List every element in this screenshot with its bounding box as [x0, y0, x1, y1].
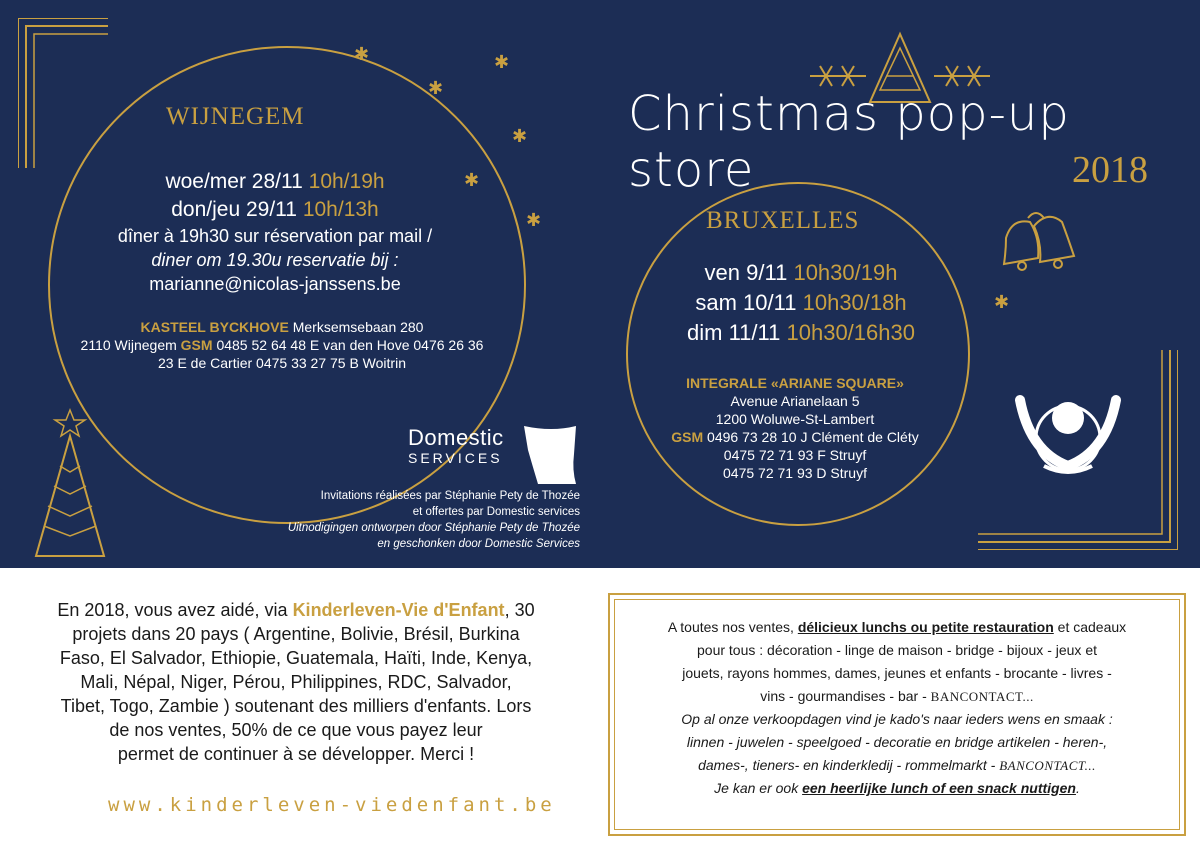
credit-line: Invitations réalisées par Stéphanie Pety de Thozée: [320, 490, 580, 502]
domestic-services-logo: [408, 426, 504, 466]
gsm-label: GSM: [180, 337, 213, 353]
text: A toutes nos ventes,: [667, 619, 798, 635]
dinner-nl: diner om 19.30u reservatie bij :: [151, 250, 399, 270]
text: En 2018, vous avez aidé, via: [57, 600, 293, 620]
street: Avenue Arianelaan 5: [730, 393, 860, 409]
email-link[interactable]: marianne@nicolas-janssens.be: [149, 274, 401, 294]
date-line: woe/mer 28/11: [165, 170, 303, 193]
text: et cadeaux: [1053, 619, 1127, 635]
website-link[interactable]: www.kinderleven-viedenfant.be: [108, 794, 556, 816]
text: vins - gourmandises - bar -: [760, 688, 931, 704]
title-christmas-pop-up-store: Christmas pop-up store: [628, 86, 1070, 198]
sales-info-box: [608, 593, 1186, 836]
text: , 30: [504, 600, 535, 620]
time-range: 10h30/16h30: [786, 320, 915, 345]
org-name: Kinderleven-Vie d'Enfant: [292, 600, 505, 620]
wijnegem-address: [72, 318, 492, 372]
logo-services: SERVICES: [408, 450, 503, 466]
credit-line: et offertes par Domestic services: [412, 506, 580, 518]
date-line: ven 9/11: [704, 260, 788, 285]
bancontact-label: BANCONTACT...: [930, 689, 1034, 704]
star-icon: ✱: [526, 210, 542, 230]
venue-name: KASTEEL BYCKHOVE: [140, 319, 289, 335]
time-range: 10h30/19h: [793, 260, 898, 285]
phone: 0496 73 28 10 J Clément de Cléty: [707, 429, 919, 445]
gsm-label: GSM: [671, 429, 704, 445]
date-line: sam 10/11: [695, 290, 797, 315]
about-paragraph: [0, 598, 592, 766]
bruxelles-schedule: [636, 258, 966, 348]
domestic-flag-icon: [518, 424, 580, 486]
date-line: dim 11/11: [687, 320, 781, 345]
postcode: 2110 Wijnegem: [80, 337, 177, 353]
time-range: 10h30/18h: [802, 290, 907, 315]
street: Merksemsebaan 280: [292, 319, 424, 335]
phone: 0475 72 71 93 F Struyf: [723, 447, 867, 463]
text-line: jouets, rayons hommes, dames, jeunes et enfants - brocante - livres -: [682, 665, 1112, 681]
text-line: Faso, El Salvador, Ethiopie, Guatemala, Haïti, Inde, Kenya,: [59, 648, 533, 668]
star-icon: ✱: [494, 52, 510, 72]
logo-name: Domestic: [408, 425, 504, 450]
wijnegem-schedule: [60, 168, 490, 296]
text: .: [1075, 780, 1080, 796]
date-line: don/jeu 29/11: [171, 198, 297, 221]
time-range: 10h/19h: [308, 170, 385, 193]
title-year: 2018: [1072, 149, 1148, 191]
bells-icon: [992, 204, 1080, 288]
text-line: de nos ventes, 50% de ce que vous payez leur: [109, 720, 483, 740]
text-line: permet de continuer à se développer. Merci !: [117, 744, 475, 764]
bruxelles-heading: BRUXELLES: [706, 207, 860, 234]
text-line: projets dans 20 pays ( Argentine, Bolivie, Brésil, Burkina: [72, 624, 520, 644]
text: Je kan er ook: [714, 780, 803, 796]
text-line: Mali, Népal, Niger, Pérou, Philippines, RDC, Salvador,: [80, 672, 512, 692]
text-line: Op al onze verkoopdagen vind je kado's naar ieders wens en smaak :: [681, 711, 1113, 727]
postcode: 1200 Woluwe-St-Lambert: [715, 411, 875, 427]
star-icon: ✱: [464, 170, 480, 190]
text-line: pour tous : décoration - linge de maison - bridge - bijoux - jeux et: [697, 642, 1097, 658]
credit-line: Uitnodigingen ontworpen door Stéphanie Pety de Thozée: [287, 522, 580, 534]
phone: 0475 72 71 93 D Struyf: [723, 465, 867, 481]
star-icon: ✱: [354, 44, 370, 64]
highlight: een heerlijke lunch of een snack nuttigen: [802, 780, 1076, 796]
text: dames-, tieners- en kinderkledij - rommelmarkt -: [698, 757, 1000, 773]
kinderleven-logo: [1000, 382, 1130, 518]
star-icon: ✱: [428, 78, 444, 98]
venue-name: INTEGRALE «ARIANE SQUARE»: [686, 375, 904, 391]
time-range: 10h/13h: [302, 198, 379, 221]
credits: [240, 488, 580, 552]
star-icon: ✱: [994, 292, 1010, 312]
phone-list: 0485 52 64 48 E van den Hove 0476 26 36 23 E de Cartier 0475 33 27 75 B Woitrin: [157, 337, 484, 371]
christmas-tree-icon: [30, 406, 110, 566]
text-line: Tibet, Togo, Zambie ) soutenant des milliers d'enfants. Lors: [60, 696, 532, 716]
bancontact-label: BANCONTACT...: [999, 758, 1096, 773]
bruxelles-address: [650, 374, 940, 482]
highlight: délicieux lunchs ou petite restauration: [797, 619, 1054, 635]
star-icon: ✱: [512, 126, 528, 146]
credit-line: en geschonken door Domestic Services: [377, 538, 580, 550]
wijnegem-heading: WIJNEGEM: [166, 103, 305, 130]
dinner-fr: dîner à 19h30 sur réservation par mail /: [117, 226, 433, 246]
text-line: linnen - juwelen - speelgoed - decoratie en bridge artikelen - heren-,: [686, 734, 1108, 750]
